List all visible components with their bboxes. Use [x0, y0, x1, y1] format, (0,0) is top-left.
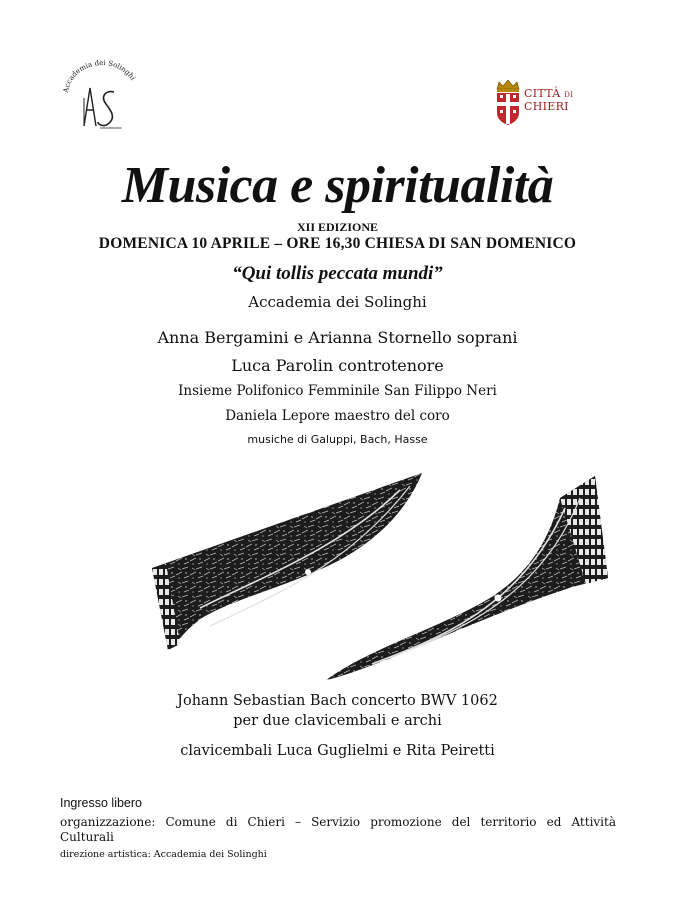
event-date-location: DOMENICA 10 APRILE – ORE 16,30 CHIESA DI SAN DOMENICO — [98, 235, 577, 252]
concert-motto: “Qui tollis peccata mundi” — [232, 263, 443, 284]
ensemble-name: Accademia dei Solinghi — [248, 293, 427, 311]
organization-info: organizzazione: Comune di Chieri – Servizio promozione del territorio ed Attività — [60, 815, 616, 829]
citta-di-chieri-logo — [494, 80, 584, 125]
performer-countertenor: Luca Parolin controtenore — [231, 356, 444, 375]
choir-name: Insieme Polifonico Femminile San Filippo Neri — [178, 383, 497, 399]
left-soundboard — [152, 473, 422, 650]
composers-line: musiche di Galuppi, Bach, Hasse — [247, 433, 428, 446]
edition-label: XII EDIZIONE — [296, 220, 379, 234]
organization-info-continued: Culturali — [60, 830, 114, 844]
city-name-line1: CITTÀ DI — [524, 87, 574, 100]
harpsichord-soundboards-icon — [140, 468, 610, 688]
harpsichord-players: clavicembali Luca Guglielmi e Rita Peiretti — [180, 743, 495, 759]
harpsichord-artwork — [140, 468, 610, 688]
accademia-logo — [60, 58, 142, 136]
city-name-line2: CHIERI — [524, 100, 569, 113]
poster-title: Musica e spiritualità — [121, 157, 554, 214]
concerto-title: Johann Sebastian Bach concerto BWV 1062 — [177, 693, 498, 709]
chieri-coat-of-arms-icon — [494, 80, 522, 125]
concerto-subtitle: per due clavicembali e archi — [233, 713, 442, 729]
accademia-logo-text: Accademia dei Solinghi — [62, 58, 137, 94]
choir-master: Daniela Lepore maestro del coro — [225, 408, 450, 424]
entry-info: Ingresso libero — [60, 796, 142, 810]
artistic-direction: direzione artistica: Accademia dei Solinghi — [60, 849, 267, 860]
performers-sopranos: Anna Bergamini e Arianna Stornello soprani — [157, 328, 518, 347]
accademia-monogram-icon — [60, 58, 142, 136]
